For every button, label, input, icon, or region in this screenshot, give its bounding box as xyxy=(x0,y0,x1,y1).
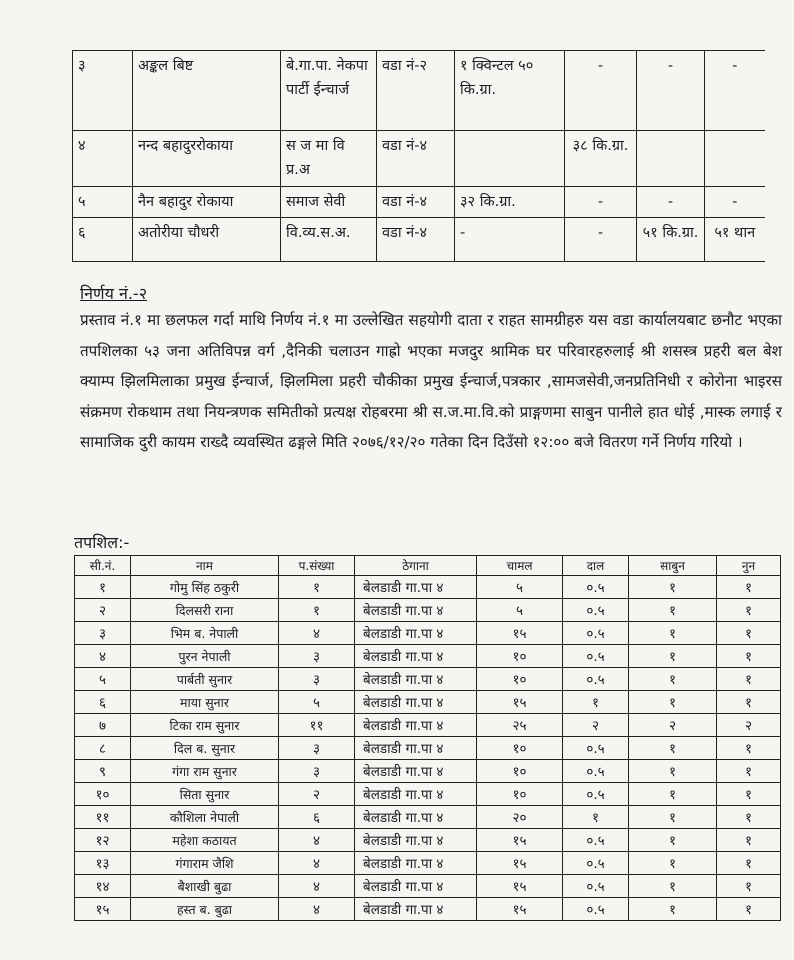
table-cell: १० xyxy=(477,668,563,691)
table-cell: बेलडाडी गा.पा ४ xyxy=(355,576,477,599)
table-cell: ०.५ xyxy=(563,622,629,645)
table-cell: ०.५ xyxy=(563,875,629,898)
table-row xyxy=(75,645,781,668)
table-row xyxy=(75,576,781,599)
table-cell: १५ xyxy=(477,875,563,898)
donor-cell-c4: - xyxy=(705,51,765,131)
table-cell: १ xyxy=(629,737,717,760)
column-header: नाम xyxy=(131,556,279,576)
table-row xyxy=(75,829,781,852)
table-row xyxy=(75,806,781,829)
donor-cell-c3 xyxy=(637,131,705,187)
donor-cell-c4: ५१ थान xyxy=(705,218,765,262)
table-cell: बैशाखी बुढा xyxy=(131,875,279,898)
table-cell: बेलडाडी गा.पा ४ xyxy=(355,806,477,829)
table-cell: १ xyxy=(279,576,355,599)
table-cell: ६ xyxy=(75,691,131,714)
table-cell: ०.५ xyxy=(563,829,629,852)
table-cell: महेशा कठायत xyxy=(131,829,279,852)
table-cell: ४ xyxy=(75,645,131,668)
table-cell: ०.५ xyxy=(563,599,629,622)
table-cell: बेलडाडी गा.पा ४ xyxy=(355,760,477,783)
donor-cell-c1: ३२ कि.ग्रा. xyxy=(455,187,565,218)
table-cell: १ xyxy=(279,599,355,622)
table-cell: ४ xyxy=(279,875,355,898)
table-cell: ८ xyxy=(75,737,131,760)
table-cell: १५ xyxy=(477,691,563,714)
donor-table xyxy=(72,50,765,262)
table-row xyxy=(75,737,781,760)
table-cell: १ xyxy=(629,668,717,691)
table-cell: १० xyxy=(477,783,563,806)
table-cell: ०.५ xyxy=(563,668,629,691)
table-row xyxy=(75,622,781,645)
table-cell: १० xyxy=(75,783,131,806)
table-cell: १ xyxy=(563,806,629,829)
table-cell: २ xyxy=(563,714,629,737)
table-cell: ३ xyxy=(279,760,355,783)
table-cell: ०.५ xyxy=(563,645,629,668)
table-cell: २५ xyxy=(477,714,563,737)
table-cell: १ xyxy=(717,852,781,875)
table-cell: ५ xyxy=(477,599,563,622)
table-cell: १० xyxy=(477,645,563,668)
table-cell: बेलडाडी गा.पा ४ xyxy=(355,668,477,691)
donor-cell-c4: - xyxy=(705,187,765,218)
table-cell: १ xyxy=(717,806,781,829)
table-cell: गोमु सिंह ठकुरी xyxy=(131,576,279,599)
donor-cell-c3: - xyxy=(637,187,705,218)
table-cell: ०.५ xyxy=(563,783,629,806)
table-cell: टिका राम सुनार xyxy=(131,714,279,737)
table-cell: ४ xyxy=(279,852,355,875)
table-cell: २ xyxy=(629,714,717,737)
table-cell: ११ xyxy=(75,806,131,829)
donor-cell-name: अङ्कल बिष्ट xyxy=(133,51,281,131)
table-cell: ९ xyxy=(75,760,131,783)
table-cell: १ xyxy=(629,691,717,714)
table-cell: ३ xyxy=(279,645,355,668)
donor-cell-c4 xyxy=(705,131,765,187)
table-cell: १ xyxy=(717,898,781,921)
table-cell: बेलडाडी गा.पा ४ xyxy=(355,875,477,898)
table-cell: बेलडाडी गा.पा ४ xyxy=(355,691,477,714)
table-cell: १ xyxy=(629,898,717,921)
table-cell: ५ xyxy=(279,691,355,714)
table-cell: १० xyxy=(477,760,563,783)
table-cell: बेलडाडी गा.पा ४ xyxy=(355,622,477,645)
table-cell: २० xyxy=(477,806,563,829)
table-cell: ५ xyxy=(75,668,131,691)
table-cell: बेलडाडी गा.पा ४ xyxy=(355,852,477,875)
table-cell: ४ xyxy=(279,829,355,852)
table-cell: १ xyxy=(717,875,781,898)
donor-cell-ward: वडा नं-४ xyxy=(377,187,455,218)
table-cell: ३ xyxy=(75,622,131,645)
table-cell: दिलसरी राना xyxy=(131,599,279,622)
donor-cell-sn: ४ xyxy=(73,131,133,187)
donor-cell-c1 xyxy=(455,131,565,187)
donor-cell-ward: वडा नं-२ xyxy=(377,51,455,131)
table-cell: १५ xyxy=(477,898,563,921)
table-row xyxy=(75,760,781,783)
donor-cell-name: नन्द बहादुररोकाया xyxy=(133,131,281,187)
table-cell: १ xyxy=(629,806,717,829)
table-cell: १ xyxy=(629,783,717,806)
donor-cell-c3: - xyxy=(637,51,705,131)
table-cell: १४ xyxy=(75,875,131,898)
beneficiary-table xyxy=(74,555,781,921)
table-cell: १५ xyxy=(477,622,563,645)
table-cell: बेलडाडी गा.पा ४ xyxy=(355,645,477,668)
column-header: नुन xyxy=(717,556,781,576)
donor-cell-org: स ज मा वि प्र.अ xyxy=(281,131,377,187)
table-cell: माया सुनार xyxy=(131,691,279,714)
table-cell: हस्त ब. बुढा xyxy=(131,898,279,921)
column-header: दाल xyxy=(563,556,629,576)
table-cell: बेलडाडी गा.पा ४ xyxy=(355,829,477,852)
table-cell: १ xyxy=(717,760,781,783)
table-cell: ३ xyxy=(279,668,355,691)
table-cell: १ xyxy=(717,668,781,691)
table-cell: ६ xyxy=(279,806,355,829)
column-header: साबुन xyxy=(629,556,717,576)
table-cell: पार्बती सुनार xyxy=(131,668,279,691)
donor-cell-name: अतोरीया चौधरी xyxy=(133,218,281,262)
table-cell: बेलडाडी गा.पा ४ xyxy=(355,599,477,622)
table-cell: १५ xyxy=(477,852,563,875)
table-cell: सिता सुनार xyxy=(131,783,279,806)
donor-cell-c2: - xyxy=(565,218,637,262)
donor-cell-org: समाज सेवी xyxy=(281,187,377,218)
table-cell: बेलडाडी गा.पा ४ xyxy=(355,783,477,806)
column-header: प.संख्या xyxy=(279,556,355,576)
donor-row xyxy=(73,218,765,262)
table-cell: २ xyxy=(279,783,355,806)
table-row xyxy=(75,898,781,921)
table-cell: ०.५ xyxy=(563,737,629,760)
table-cell: १ xyxy=(717,829,781,852)
donor-cell-c1: १ क्विन्टल ५० कि.ग्रा. xyxy=(455,51,565,131)
table-cell: १ xyxy=(629,760,717,783)
table-cell: २ xyxy=(75,599,131,622)
table-cell: १ xyxy=(629,645,717,668)
table-cell: १ xyxy=(717,737,781,760)
table-cell: १ xyxy=(563,691,629,714)
table-row xyxy=(75,852,781,875)
table-cell: १० xyxy=(477,737,563,760)
donor-cell-c2: ३८ कि.ग्रा. xyxy=(565,131,637,187)
donor-cell-ward: वडा नं-४ xyxy=(377,218,455,262)
table-cell: १ xyxy=(717,691,781,714)
table-cell: १ xyxy=(717,783,781,806)
details-heading: तपशिल:- xyxy=(74,533,130,552)
donor-cell-name: नैन बहादुर रोकाया xyxy=(133,187,281,218)
donor-row xyxy=(73,187,765,218)
table-cell: १ xyxy=(629,576,717,599)
table-cell: १ xyxy=(717,645,781,668)
table-cell: १५ xyxy=(477,829,563,852)
table-cell: १ xyxy=(629,622,717,645)
table-cell: १ xyxy=(717,599,781,622)
table-cell: गंगाराम जैशि xyxy=(131,852,279,875)
table-row xyxy=(75,714,781,737)
table-cell: दिल ब. सुनार xyxy=(131,737,279,760)
table-cell: १ xyxy=(717,576,781,599)
table-cell: गंगा राम सुनार xyxy=(131,760,279,783)
donor-cell-c2: - xyxy=(565,51,637,131)
donor-cell-sn: ६ xyxy=(73,218,133,262)
table-cell: ३ xyxy=(279,737,355,760)
column-header: सी.नं. xyxy=(75,556,131,576)
donor-cell-org: बे.गा.पा. नेकपा पार्टी ईन्चार्ज xyxy=(281,51,377,131)
table-cell: बेलडाडी गा.पा ४ xyxy=(355,898,477,921)
table-cell: ५ xyxy=(477,576,563,599)
donor-cell-sn: ५ xyxy=(73,187,133,218)
table-row xyxy=(75,599,781,622)
table-cell: कौशिला नेपाली xyxy=(131,806,279,829)
table-cell: १ xyxy=(629,875,717,898)
decision-heading: निर्णय नं.-२ xyxy=(80,284,148,303)
table-cell: ०.५ xyxy=(563,760,629,783)
table-cell: १ xyxy=(629,599,717,622)
table-row xyxy=(75,875,781,898)
table-cell: १५ xyxy=(75,898,131,921)
donor-row xyxy=(73,131,765,187)
table-cell: भिम ब. नेपाली xyxy=(131,622,279,645)
table-cell: १२ xyxy=(75,829,131,852)
table-cell: बेलडाडी गा.पा ४ xyxy=(355,714,477,737)
table-cell: ०.५ xyxy=(563,576,629,599)
table-cell: ११ xyxy=(279,714,355,737)
decision-paragraph: प्रस्ताव नं.१ मा छलफल गर्दा माथि निर्णय नं.१ मा उल्लेखित सहयोगी दाता र राहत सामग्रीहरु यस वडा कार्यालयबाट छनौट भएका तपशिलका ५३ जना अतिविपन्न वर्ग ,दैनिकी चलाउन गाह्रो भएका मजदुर श्रामिक घर परिवारहरुलाई श्री शसस्त्र प्रहरी बल बेश क्याम्प झिलमिलाका प्रमुख ईन्चार्ज, झिलमिला प्रहरी चौकीका प्रमुख ईन्चार्ज,पत्रकार ,सामजसेवी,जनप्रतिनिधी र कोरोना भाइरस संक्रमण रोकथाम तथा नियन्त्रणक समितीको प्रत्यक्ष रोहबरमा श्री स.ज.मा.वि.को प्राङ्गणमा साबुन पानीले हात धोई ,मास्क लगाई र सामाजिक दुरी कायम राख्दै व्यवस्थित ढङ्गले मिति २०७६/१२/२० गतेका दिन दिउँसो १२:०० बजे वितरण गर्ने निर्णय गरियो । xyxy=(80,311,782,451)
table-cell: ४ xyxy=(279,898,355,921)
table-row xyxy=(75,668,781,691)
table-cell: ०.५ xyxy=(563,898,629,921)
table-cell: ४ xyxy=(279,622,355,645)
table-cell: २ xyxy=(717,714,781,737)
table-cell: १ xyxy=(75,576,131,599)
donor-row xyxy=(73,51,765,131)
table-row xyxy=(75,691,781,714)
donor-cell-c3: ५१ कि.ग्रा. xyxy=(637,218,705,262)
donor-cell-c2: - xyxy=(565,187,637,218)
table-cell: ७ xyxy=(75,714,131,737)
table-cell: पुरन नेपाली xyxy=(131,645,279,668)
table-cell: १ xyxy=(629,829,717,852)
column-header: चामल xyxy=(477,556,563,576)
table-row xyxy=(75,783,781,806)
donor-cell-org: वि.व्य.स.अ. xyxy=(281,218,377,262)
table-cell: ०.५ xyxy=(563,852,629,875)
column-header: ठेगाना xyxy=(355,556,477,576)
donor-cell-c1: - xyxy=(455,218,565,262)
table-cell: १३ xyxy=(75,852,131,875)
table-cell: १ xyxy=(717,622,781,645)
donor-cell-sn: ३ xyxy=(73,51,133,131)
table-cell: बेलडाडी गा.पा ४ xyxy=(355,737,477,760)
donor-cell-ward: वडा नं-४ xyxy=(377,131,455,187)
table-cell: १ xyxy=(629,852,717,875)
